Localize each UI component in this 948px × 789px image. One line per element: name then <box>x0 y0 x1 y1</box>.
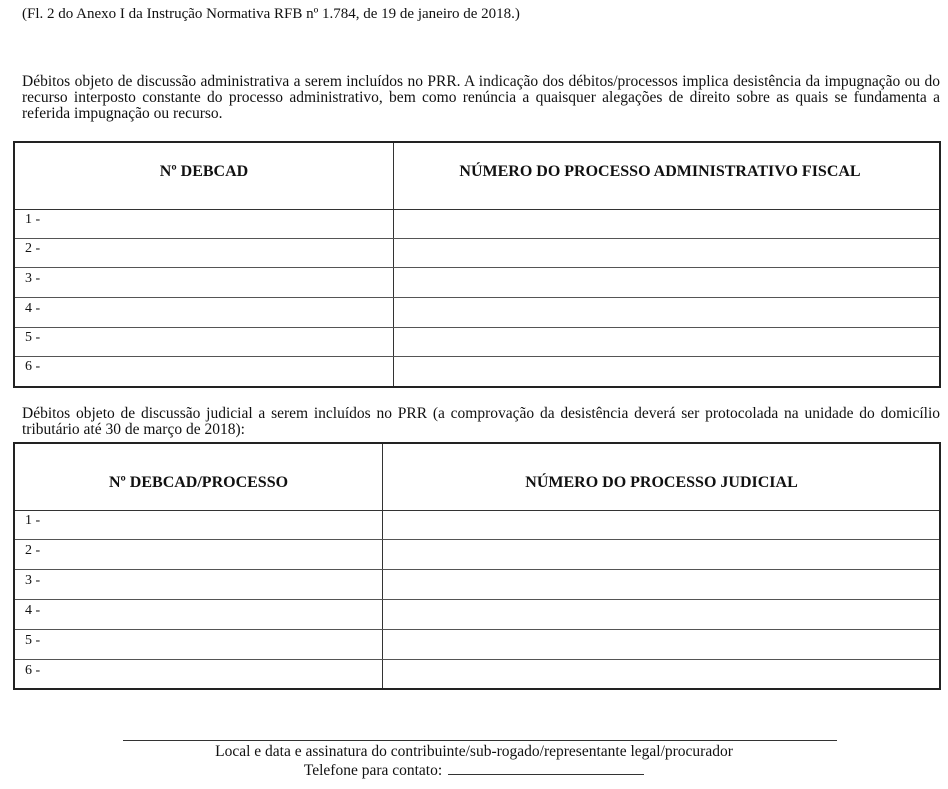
phone-label: Telefone para contato: <box>303 762 443 779</box>
table-row-number: 4 - <box>25 603 41 618</box>
table-row-number: 5 - <box>25 330 41 345</box>
table-row-number: 3 - <box>25 573 41 588</box>
judicial-debts-intro: Débitos objeto de discussão judicial a serem incluídos no PRR (a comprovação da desistência deverá ser protocolada na unidade do domicílio tributário até 30 de março de 2018): <box>22 405 940 438</box>
administrative-debts-table <box>13 141 941 388</box>
table-row-number: 6 - <box>25 663 41 678</box>
process-number-column-header: NÚMERO DO PROCESSO ADMINISTRATIVO FISCAL <box>459 163 861 180</box>
table-row-number: 2 - <box>25 543 41 558</box>
signature-line <box>123 740 837 741</box>
debcad-column-header: Nº DEBCAD <box>159 163 249 180</box>
table-row-number: 1 - <box>25 212 41 227</box>
table-row-number: 5 - <box>25 633 41 648</box>
table-row-number: 4 - <box>25 301 41 316</box>
signature-label: Local e data e assinatura do contribuinte/sub-rogado/representante legal/procurador <box>215 743 733 760</box>
table-row-number: 1 - <box>25 513 41 528</box>
table-row-number: 3 - <box>25 271 41 286</box>
judicial-process-column-header: NÚMERO DO PROCESSO JUDICIAL <box>525 474 798 491</box>
header-divider <box>15 510 939 511</box>
form-header: (Fl. 2 do Anexo I da Instrução Normativa RFB nº 1.784, de 19 de janeiro de 2018.) <box>22 6 520 22</box>
administrative-debts-intro: Débitos objeto de discussão administrativa a serem incluídos no PRR. A indicação dos débitos/processos implica desistência da impugnação ou do recurso interposto constante do processo administrativo, bem como renúncia a quaisquer alegações de direito sobre as quais se fundamenta a referida impugnação ou recurso. <box>22 73 940 122</box>
table-row-number: 2 - <box>25 241 41 256</box>
header-divider <box>15 209 939 210</box>
phone-contact <box>0 762 948 780</box>
table-row-number: 6 - <box>25 359 41 374</box>
phone-blank-line <box>448 762 644 775</box>
column-divider <box>393 143 394 386</box>
judicial-debts-table <box>13 442 941 690</box>
debcad-process-column-header: Nº DEBCAD/PROCESSO <box>108 474 289 491</box>
